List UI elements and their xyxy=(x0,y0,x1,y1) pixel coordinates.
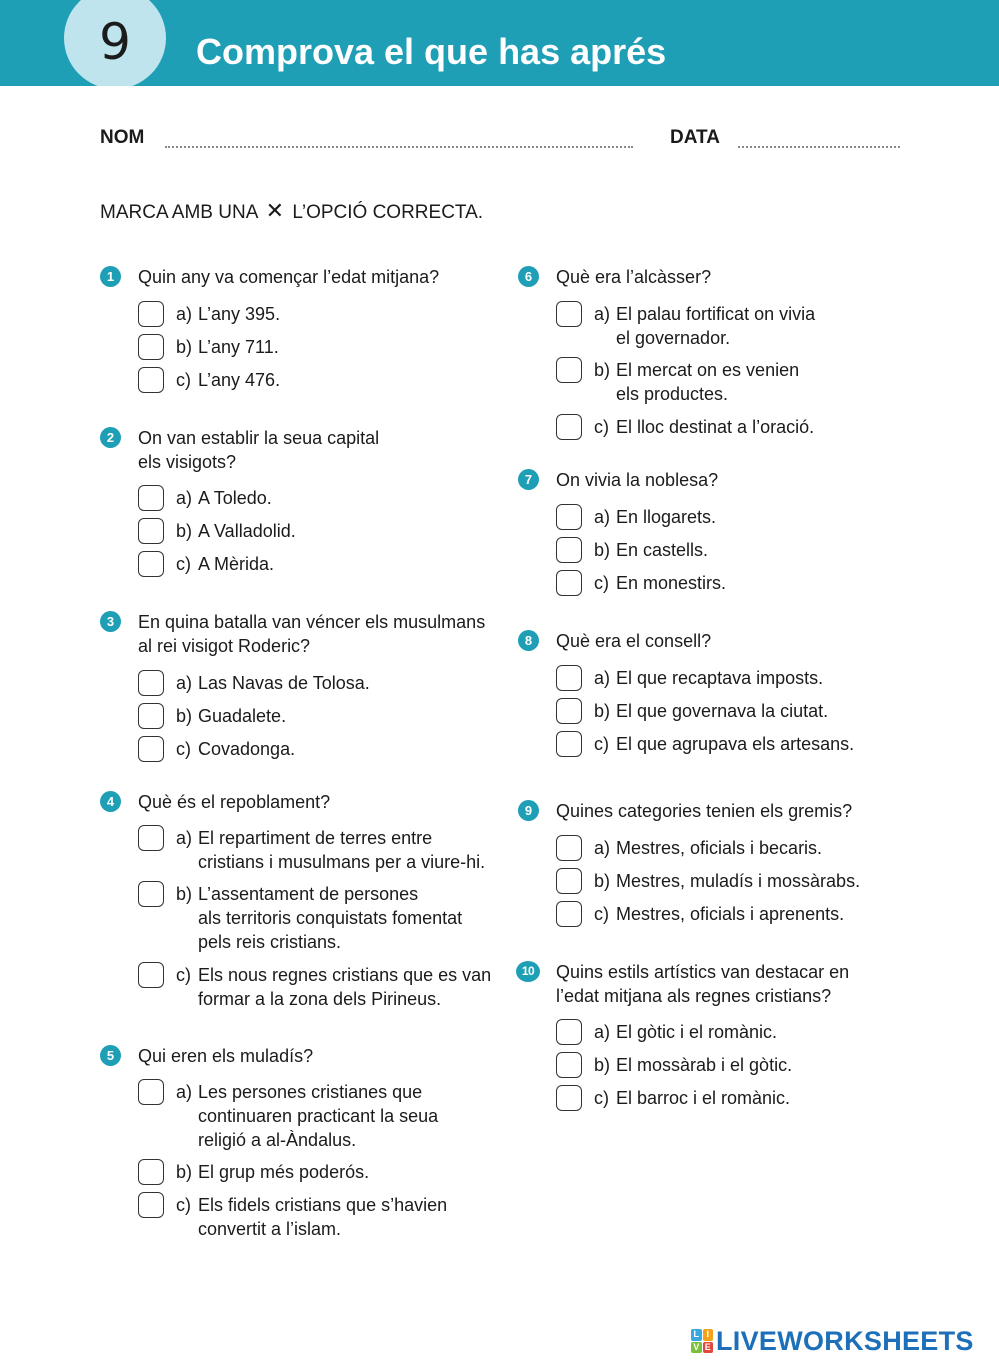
logo-text: LIVEWORKSHEETS xyxy=(716,1325,974,1356)
option-text: El mossàrab i el gòtic. xyxy=(616,1055,793,1075)
question-text: Què és el repoblament? xyxy=(138,792,331,812)
checkbox[interactable] xyxy=(556,414,582,440)
option-letter: a) xyxy=(594,668,611,688)
option-letter: c) xyxy=(594,1088,609,1108)
question-6 xyxy=(524,265,816,437)
option-text-cont: pels reis cristians. xyxy=(198,932,342,952)
checkbox[interactable] xyxy=(556,835,582,861)
checkbox[interactable] xyxy=(556,731,582,757)
checkbox[interactable] xyxy=(138,962,164,988)
option-text: El repartiment de terres entre xyxy=(198,828,433,848)
option-text: Covadonga. xyxy=(198,739,296,759)
question-3 xyxy=(106,610,486,759)
name-field[interactable] xyxy=(165,146,633,148)
option-letter: a) xyxy=(176,304,193,324)
option-text: L’assentament de persones xyxy=(198,884,419,904)
option-text: El barroc i el romànic. xyxy=(616,1088,791,1108)
option-text: Els nous regnes cristians que es van xyxy=(198,965,492,985)
option-letter: c) xyxy=(594,573,609,593)
option-letter: a) xyxy=(176,673,193,693)
option-text: A Toledo. xyxy=(198,488,272,508)
option-letter: b) xyxy=(594,360,611,380)
header-bar xyxy=(0,0,999,86)
option-text: Els fidels cristians que s’havien xyxy=(198,1195,448,1215)
option-letter: c) xyxy=(176,739,191,759)
option-letter: c) xyxy=(594,417,609,437)
checkbox[interactable] xyxy=(138,301,164,327)
option-letter: a) xyxy=(176,828,193,848)
checkbox[interactable] xyxy=(556,1019,582,1045)
question-text: Quins estils artístics van destacar en l’edat mitjana als regnes cristians? xyxy=(556,962,850,1006)
option-text: L’any 711. xyxy=(198,337,279,357)
question-5 xyxy=(106,1044,448,1239)
option-letter: c) xyxy=(176,1195,191,1215)
checkbox[interactable] xyxy=(556,504,582,530)
option-letter: a) xyxy=(176,1082,193,1102)
checkbox[interactable] xyxy=(138,334,164,360)
option-letter: c) xyxy=(176,554,191,574)
option-letter: a) xyxy=(594,304,611,324)
checkbox[interactable] xyxy=(556,665,582,691)
option-text: A Mèrida. xyxy=(198,554,275,574)
question-9 xyxy=(524,799,861,924)
checkbox[interactable] xyxy=(138,1192,164,1218)
option-text: El lloc destinat a l’oració. xyxy=(616,417,815,437)
option-letter: b) xyxy=(594,701,611,721)
question-7 xyxy=(524,468,727,593)
name-label: NOM xyxy=(100,127,145,148)
option-text: Mestres, oficials i becaris. xyxy=(616,838,823,858)
date-field[interactable] xyxy=(738,146,900,148)
checkbox[interactable] xyxy=(556,1052,582,1078)
option-text: El palau fortificat on vivia xyxy=(616,304,816,324)
checkbox[interactable] xyxy=(138,1079,164,1105)
option-letter: a) xyxy=(594,507,611,527)
option-text: El que agrupava els artesans. xyxy=(616,734,855,754)
question-text: Què era l’alcàsser? xyxy=(556,267,712,287)
option-text-cont: formar a la zona dels Pirineus. xyxy=(198,989,442,1009)
checkbox[interactable] xyxy=(138,518,164,544)
option-letter: a) xyxy=(594,838,611,858)
checkbox[interactable] xyxy=(556,301,582,327)
logo-mark-letter: E xyxy=(703,1342,714,1354)
question-text: Qui eren els muladís? xyxy=(138,1046,314,1066)
question-number: 2 xyxy=(100,427,121,448)
option-text: En castells. xyxy=(616,540,709,560)
option-text: El mercat on es venien xyxy=(616,360,800,380)
question-number: 3 xyxy=(100,611,121,632)
checkbox[interactable] xyxy=(556,537,582,563)
logo-mark-letter: V xyxy=(691,1342,702,1354)
question-10 xyxy=(521,960,850,1108)
question-text: On van establir la seua capital els visigots? xyxy=(138,428,380,472)
checkbox[interactable] xyxy=(138,670,164,696)
liveworksheets-logo[interactable] xyxy=(691,1326,974,1356)
option-letter: a) xyxy=(594,1022,611,1042)
option-letter: b) xyxy=(594,1055,611,1075)
checkbox[interactable] xyxy=(138,367,164,393)
checkbox[interactable] xyxy=(556,570,582,596)
question-number: 4 xyxy=(100,791,121,812)
option-text: Les persones cristianes que xyxy=(198,1082,423,1102)
checkbox[interactable] xyxy=(556,901,582,927)
checkbox[interactable] xyxy=(138,1159,164,1185)
question-number: 7 xyxy=(518,469,539,490)
option-text-cont: religió a al-Àndalus. xyxy=(198,1130,357,1150)
question-text: Quin any va començar l’edat mitjana? xyxy=(138,267,440,287)
option-text: En monestirs. xyxy=(616,573,727,593)
option-text: Mestres, muladís i mossàrabs. xyxy=(616,871,861,891)
option-text-cont: els productes. xyxy=(616,384,729,404)
option-text: L’any 395. xyxy=(198,304,281,324)
page-title: Comprova el que has aprés xyxy=(196,31,667,72)
question-1 xyxy=(106,265,440,390)
question-text: Quines categories tenien els gremis? xyxy=(556,801,853,821)
option-letter: b) xyxy=(176,1162,193,1182)
option-letter: b) xyxy=(176,337,193,357)
option-letter: c) xyxy=(594,734,609,754)
question-number: 9 xyxy=(518,800,539,821)
checkbox[interactable] xyxy=(556,698,582,724)
checkbox[interactable] xyxy=(138,485,164,511)
question-number: 10 xyxy=(516,961,540,982)
checkbox[interactable] xyxy=(138,825,164,851)
option-text-cont: el governador. xyxy=(616,328,731,348)
option-text: En llogarets. xyxy=(616,507,717,527)
option-text: A Valladolid. xyxy=(198,521,296,541)
question-text: On vivia la noblesa? xyxy=(556,470,719,490)
question-number: 6 xyxy=(518,266,539,287)
question-number: 5 xyxy=(100,1045,121,1066)
question-text: Què era el consell? xyxy=(556,631,712,651)
checkbox[interactable] xyxy=(138,736,164,762)
instruction-before: MARCA AMB UNA xyxy=(100,202,258,223)
logo-mark-letter: L xyxy=(691,1329,702,1341)
question-text: En quina batalla van véncer els musulmans al rei visigot Roderic? xyxy=(138,612,486,656)
cross-mark-icon: ✕ xyxy=(265,198,285,223)
option-text: Guadalete. xyxy=(198,706,287,726)
option-text: El que recaptava imposts. xyxy=(616,668,824,688)
option-text: Las Navas de Tolosa. xyxy=(198,673,370,693)
option-text: Mestres, oficials i aprenents. xyxy=(616,904,845,924)
option-text: El gòtic i el romànic. xyxy=(616,1022,778,1042)
question-4 xyxy=(106,790,492,1009)
option-text-cont: continuaren practicant la seua xyxy=(198,1106,439,1126)
checkbox[interactable] xyxy=(556,1085,582,1111)
option-text: El grup més poderós. xyxy=(198,1162,370,1182)
option-letter: c) xyxy=(176,370,191,390)
question-2 xyxy=(106,426,380,574)
instruction xyxy=(100,199,483,225)
checkbox[interactable] xyxy=(138,551,164,577)
date-label: DATA xyxy=(670,127,720,148)
question-8 xyxy=(524,629,855,754)
option-letter: c) xyxy=(594,904,609,924)
checkbox[interactable] xyxy=(556,868,582,894)
option-text: El que governava la ciutat. xyxy=(616,701,829,721)
instruction-after: L’OPCIÓ CORRECTA. xyxy=(292,202,484,223)
option-text-cont: als territoris conquistats fomentat xyxy=(198,908,463,928)
unit-number: 9 xyxy=(99,13,131,71)
option-text-cont: convertit a l’islam. xyxy=(198,1219,342,1239)
option-letter: b) xyxy=(176,706,193,726)
checkbox[interactable] xyxy=(556,357,582,383)
option-letter: b) xyxy=(176,884,193,904)
option-letter: c) xyxy=(176,965,191,985)
checkbox[interactable] xyxy=(138,703,164,729)
question-number: 1 xyxy=(100,266,121,287)
option-text-cont: cristians i musulmans per a viure-hi. xyxy=(198,852,486,872)
option-letter: a) xyxy=(176,488,193,508)
logo-mark-icon xyxy=(691,1329,713,1353)
option-text: L’any 476. xyxy=(198,370,281,390)
option-letter: b) xyxy=(176,521,193,541)
option-letter: b) xyxy=(594,540,611,560)
logo-mark-letter: I xyxy=(703,1329,714,1341)
checkbox[interactable] xyxy=(138,881,164,907)
option-letter: b) xyxy=(594,871,611,891)
question-number: 8 xyxy=(518,630,539,651)
